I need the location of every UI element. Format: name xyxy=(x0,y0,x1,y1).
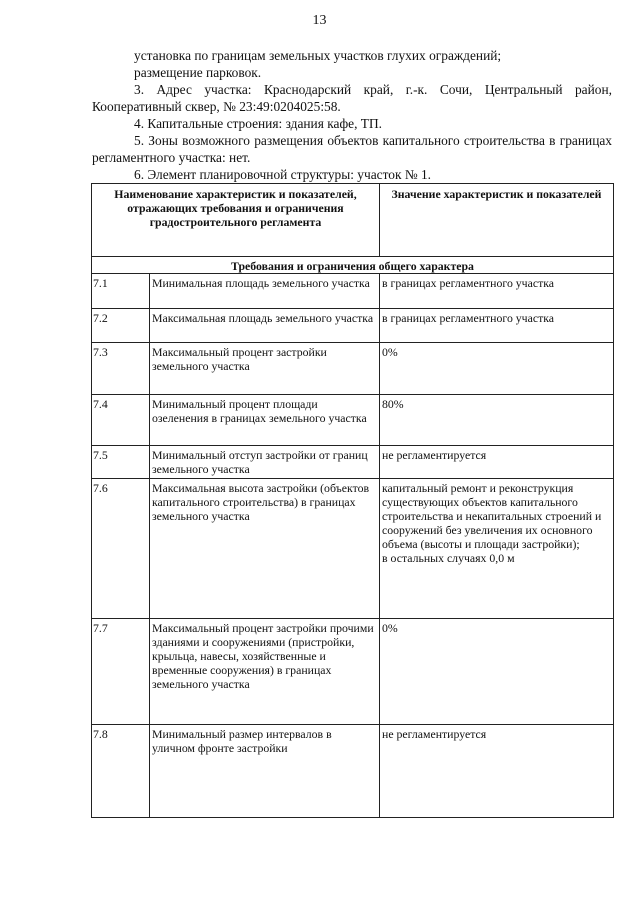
section-row xyxy=(92,257,614,274)
row-value: в границах регламентного участка xyxy=(380,274,614,309)
row-number: 7.1 xyxy=(92,274,150,309)
header-values: Значение характеристик и показателей xyxy=(380,184,614,257)
intro-line-parking: размещение парковок. xyxy=(134,65,262,80)
table-row xyxy=(92,309,614,343)
row-number: 7.7 xyxy=(92,619,150,725)
row-value: в границах регламентного участка xyxy=(380,309,614,343)
page-number: 13 xyxy=(312,13,327,28)
row-value: не регламентируется xyxy=(380,446,614,479)
row-value: 0% xyxy=(380,343,614,395)
table-row xyxy=(92,479,614,619)
address-paragraph: 3. Адрес участка: Краснодарский край, г.-к. Сочи, Центральный район, Кооперативный сквер, № 23:49:0204025:58. xyxy=(92,82,612,114)
table-row xyxy=(92,343,614,395)
row-value: капитальный ремонт и реконструкция существующих объектов капитального строительства и некапитальных строений и сооружений без увеличения их основного объема (высоты и площади застройки); xyxy=(382,481,602,551)
row-number: 7.3 xyxy=(92,343,150,395)
buildings-paragraph: 4. Капитальные строения: здания кафе, ТП. xyxy=(134,116,382,131)
row-name: Максимальная высота застройки (объектов капитального строительства) в границах земельного участка xyxy=(150,479,380,619)
row-number: 7.2 xyxy=(92,309,150,343)
table-row xyxy=(92,725,614,818)
zones-paragraph: 5. Зоны возможного размещения объектов капитального строительства в границах регламентного участка: нет. xyxy=(92,133,612,165)
table-row xyxy=(92,395,614,446)
header-characteristics: Наименование характеристик и показателей, отражающих требования и ограничения градостроительного регламента xyxy=(92,184,380,257)
row-value: 0% xyxy=(380,619,614,725)
row-name: Максимальная площадь земельного участка xyxy=(150,309,380,343)
row-name: Минимальный размер интервалов в уличном фронте застройки xyxy=(150,725,380,818)
row-number: 7.8 xyxy=(92,725,150,818)
row-value-cell xyxy=(380,479,614,619)
row-value: 80% xyxy=(380,395,614,446)
row-name: Максимальный процент застройки прочими зданиями и сооружениями (пристройки, крыльца, навесы, хозяйственные и временные сооружения) в границах земельного участка xyxy=(150,619,380,725)
row-value-extra: в остальных случаях 0,0 м xyxy=(382,551,515,565)
table-row xyxy=(92,274,614,309)
row-name: Минимальная площадь земельного участка xyxy=(150,274,380,309)
row-number: 7.6 xyxy=(92,479,150,619)
section-title: Требования и ограничения общего характера xyxy=(92,257,614,274)
row-number: 7.5 xyxy=(92,446,150,479)
regulation-table xyxy=(91,183,614,818)
intro-line-fences: установка по границам земельных участков глухих ограждений; xyxy=(134,48,502,63)
table-row xyxy=(92,446,614,479)
table-row xyxy=(92,619,614,725)
row-number: 7.4 xyxy=(92,395,150,446)
intro-text xyxy=(92,47,612,183)
row-name: Минимальный процент площади озеленения в границах земельного участка xyxy=(150,395,380,446)
row-name: Минимальный отступ застройки от границ земельного участка xyxy=(150,446,380,479)
row-name: Максимальный процент застройки земельного участка xyxy=(150,343,380,395)
table-header-row xyxy=(92,184,614,257)
row-value: не регламентируется xyxy=(380,725,614,818)
element-paragraph: 6. Элемент планировочной структуры: участок № 1. xyxy=(134,167,432,182)
